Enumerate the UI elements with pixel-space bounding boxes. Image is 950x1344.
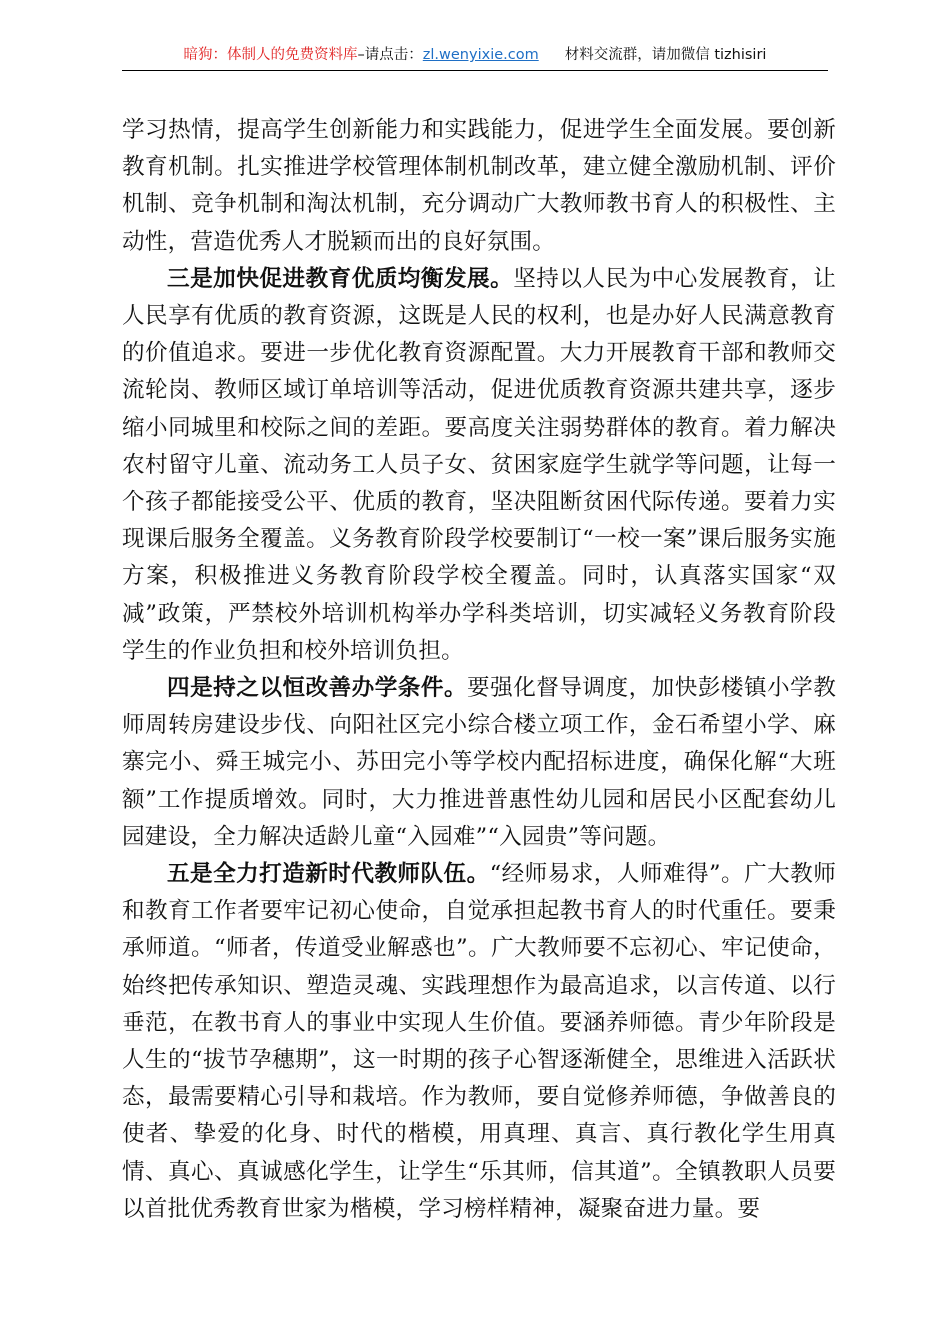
header-prompt-text: –请点击：	[357, 47, 423, 63]
paragraph-lead: 四是持之以恒改善办学条件。	[167, 675, 468, 702]
paragraph-3	[122, 670, 836, 856]
paragraph-lead: 五是全力打造新时代教师队伍。	[167, 861, 490, 888]
header-brand-text: 暗狗：体制人的免费资料库	[183, 47, 358, 63]
paragraph-lead: 三是加快促进教育优质均衡发展。	[167, 265, 514, 292]
paragraph-2	[122, 261, 836, 670]
paragraph-text: 坚持以人民为中心发展教育，让人民享有优质的教育资源，这既是人民的权利，也是办好人民满意教育的价值追求。要进一步优化教育资源配置。大力开展教育干部和教师交流轮岗、教师区域订单培训等活动，促进优质教育资源共建共享，逐步缩小同城里和校际之间的差距。要高度关注弱势群体的教育。着力解决农村留守儿童、流动务工人员子女、贫困家庭学生就学等问题，让每一个孩子都能接受公平、优质的教育，坚决阻断贫困代际传递。要着力实现课后服务全覆盖。义务教育阶段学校要制订“一校一案”课后服务实施方案，积极推进义务教育阶段学校全覆盖。同时，认真落实国家“双减”政策，严禁校外培训机构举办学科类培训，切实减轻义务教育阶段学生的作业负担和校外培训负担。	[122, 265, 837, 664]
document-body	[122, 112, 836, 1228]
paragraph-1	[122, 112, 836, 261]
paragraph-text: 学习热情，提高学生创新能力和实践能力，促进学生全面发展。要创新教育机制。扎实推进学校管理体制机制改革，建立健全激励机制、评价机制、竞争机制和淘汰机制，充分调动广大教师教书育人的积极性、主动性，营造优秀人才脱颖而出的良好氛围。	[122, 117, 836, 255]
header-group-text: 材料交流群，请加微信 tizhisiri	[564, 47, 767, 63]
paragraph-text: 要强化督导调度，加快彭楼镇小学教师周转房建设步伐、向阳社区完小综合楼立项工作，金石希望小学、麻寨完小、舜王城完小、苏田完小等学校内配招标进度，确保化解“大班额”工作提质增效。同时，大力推进普惠性幼儿园和居民小区配套幼儿园建设，全力解决适龄儿童“入园难”“入园贵”等问题。	[122, 675, 837, 850]
page-header	[122, 44, 828, 71]
header-website-link[interactable]: zl.wenyixie.com	[422, 47, 539, 63]
paragraph-text: “经师易求，人师难得”。广大教师和教育工作者要牢记初心使命，自觉承担起教书育人的时代重任。要秉承师道。“师者，传道受业解惑也”。广大教师要不忘初心、牢记使命，始终把传承知识、塑造灵魂、实践理想作为最高追求，以言传道、以行垂范，在教书育人的事业中实现人生价值。要涵养师德。青少年阶段是人生的“拔节孕穗期”，这一时期的孩子心智逐渐健全，思维进入活跃状态，最需要精心引导和栽培。作为教师，要自觉修养师德，争做善良的使者、挚爱的化身、时代的楷模，用真理、真言、真行教化学生用真情、真心、真诚感化学生，让学生“乐其师，信其道”。全镇教职人员要以首批优秀教育世家为楷模，学习榜样精神，凝聚奋进力量。要	[122, 861, 836, 1222]
paragraph-4	[122, 856, 836, 1228]
